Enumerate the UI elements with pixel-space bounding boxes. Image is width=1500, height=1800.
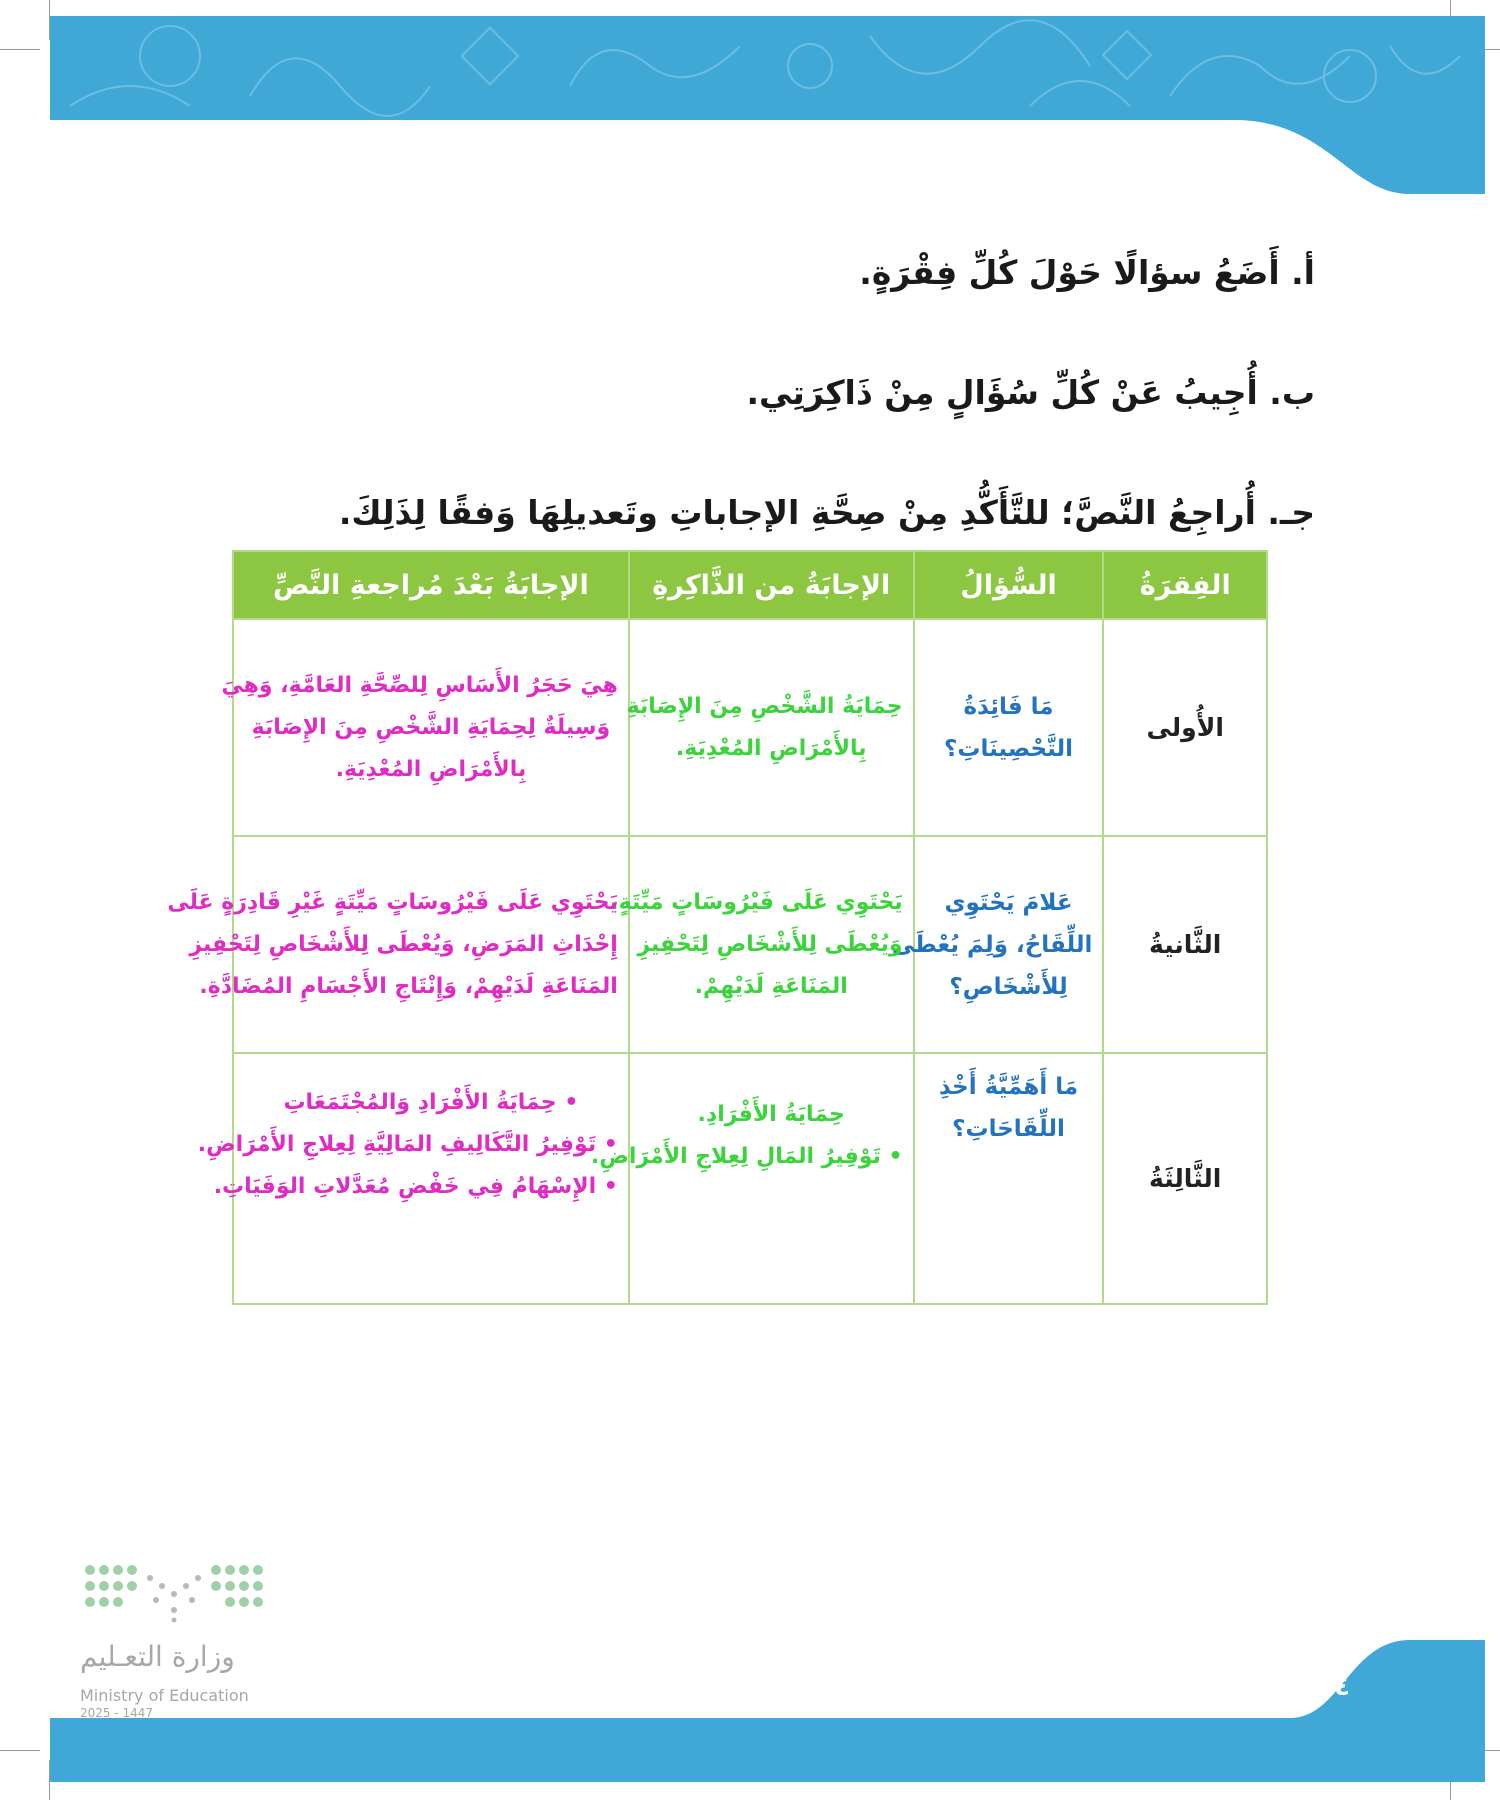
crop-mark <box>0 1750 40 1751</box>
revised-answer-line: المَنَاعَةِ لَدَيْهِمْ، وَإِنْتَاجِ الأَجْسَامِ المُضَادَّةِ. <box>199 973 618 999</box>
ministry-year: 2025 - 1447 <box>80 1706 154 1720</box>
memory-answer-cell <box>610 836 914 1053</box>
memory-answer-line: • تَوْفِيرُ المَالِ لِعِلاجِ الأَمْرَاضِ. <box>590 1144 903 1169</box>
memory-answer-line: حِمَايَةُ الشَّخْصِ مِنَ الإِصَابَةِ <box>626 693 903 719</box>
question-line: مَا فَائِدَةُ <box>963 693 1054 720</box>
question-cell <box>891 836 1104 1053</box>
revised-answer-line: هِيَ حَجَرُ الأَسَاسِ لِلصِّحَّةِ العَامَّةِ، وَهِيَ <box>221 672 618 698</box>
memory-answer-cell <box>590 1053 914 1304</box>
memory-answer-line: المَنَاعَةِ لَدَيْهِمْ. <box>694 973 848 999</box>
bottom-banner <box>50 1640 1485 1782</box>
table-row <box>233 836 1267 1053</box>
revised-answer-line: يَحْتَوِي عَلَى فَيْرُوسَاتٍ مَيِّتَةٍ غَيْرِ قَادِرَةٍ عَلَى <box>167 889 618 915</box>
revised-answer-line: وَسِيلَةٌ لِحِمَايَةِ الشَّخْصِ مِنَ الإِصَابَةِ <box>251 714 611 740</box>
paragraph-cell: الثَّانيةُ <box>1103 836 1267 1053</box>
header-paragraph: الفِقرَةُ <box>1103 551 1267 619</box>
question-line: مَا أَهَمِّيَّةُ أَخْذِ <box>938 1074 1079 1100</box>
revised-answer-line: إِحْدَاثِ المَرَضِ، وَيُعْطَى لِلأَشْخَاصِ لِتَحْفِيزِ <box>189 931 618 957</box>
ministry-name-english: Ministry of Education <box>80 1686 249 1705</box>
memory-answer-cell <box>626 619 914 836</box>
memory-answer-line: يَحْتَوِي عَلَى فَيْرُوسَاتٍ مَيِّتَةٍ، <box>610 889 903 915</box>
revised-answer-line: • تَوْفِيرُ التَّكَالِيفِ المَالِيَّةِ لِعِلاجِ الأَمْرَاضِ. <box>197 1132 618 1157</box>
memory-answer-line: بِالأَمْرَاضِ المُعْدِيَةِ. <box>675 735 867 761</box>
memory-answer-line: وَيُعْطَى لِلأَشْخَاصِ لِتَحْفِيزِ <box>637 931 903 957</box>
question-line: اللِّقَاحُ، وَلِمَ يُعْطَى <box>891 931 1093 958</box>
top-banner <box>50 16 1485 194</box>
revised-answer-cell <box>197 1053 629 1304</box>
question-line: اللِّقَاحَاتِ؟ <box>952 1116 1065 1142</box>
memory-answer-line: حِمَايَةُ الأَفْرَادِ. <box>697 1102 845 1127</box>
header-question: السُّؤالُ <box>914 551 1104 619</box>
header-revised-answer: الإجابَةُ بَعْدَ مُراجعةِ النَّصِّ <box>233 551 629 619</box>
question-line: لِلأَشْخَاصِ؟ <box>949 973 1068 1000</box>
revised-answer-line: • الإِسْهَامُ فِي خَفْضِ مُعَدَّلاتِ الوَفَيَاتِ. <box>213 1174 618 1199</box>
table-header-row <box>233 551 1267 619</box>
revised-answer-cell <box>167 836 629 1053</box>
table-row <box>233 619 1267 836</box>
page-number: ٦٤ <box>1318 1672 1350 1702</box>
question-cell <box>914 1053 1104 1304</box>
instruction-c: جـ. أُراجِعُ النَّصَّ؛ للتَّأَكُّدِ مِنْ صِحَّةِ الإجاباتِ وتَعديلِهَا وَفقًا لِذَلِكَ. <box>338 493 1315 532</box>
paragraph-cell: الأُولى <box>1103 619 1267 836</box>
paragraph-cell: الثَّالِثَةُ <box>1103 1053 1267 1304</box>
question-line: عَلامَ يَحْتَوِي <box>944 889 1073 916</box>
revised-answer-cell <box>221 619 629 836</box>
revised-answer-line: بِالأَمْرَاضِ المُعْدِيَةِ. <box>335 756 527 782</box>
question-line: التَّحْصِينَاتِ؟ <box>944 735 1074 762</box>
instructions <box>215 248 1315 538</box>
instruction-b: ب. أُجِيبُ عَنْ كُلِّ سُؤَالٍ مِنْ ذَاكِرَتِي. <box>746 373 1315 412</box>
ministry-dots-icon <box>80 1560 270 1625</box>
ministry-name-arabic: وزارة التعـليم <box>80 1640 235 1673</box>
header-memory-answer: الإجابَةُ من الذَّاكِرةِ <box>629 551 914 619</box>
crop-mark <box>0 49 40 50</box>
revised-answer-line: • حِمَايَةُ الأَفْرَادِ وَالمُجْتَمَعَاتِ <box>283 1090 579 1115</box>
table-row <box>233 1053 1267 1304</box>
question-cell <box>914 619 1104 836</box>
answers-table <box>167 550 1268 1305</box>
instruction-a: أ. أَضَعُ سؤالًا حَوْلَ كُلِّ فِقْرَةٍ. <box>859 253 1315 292</box>
